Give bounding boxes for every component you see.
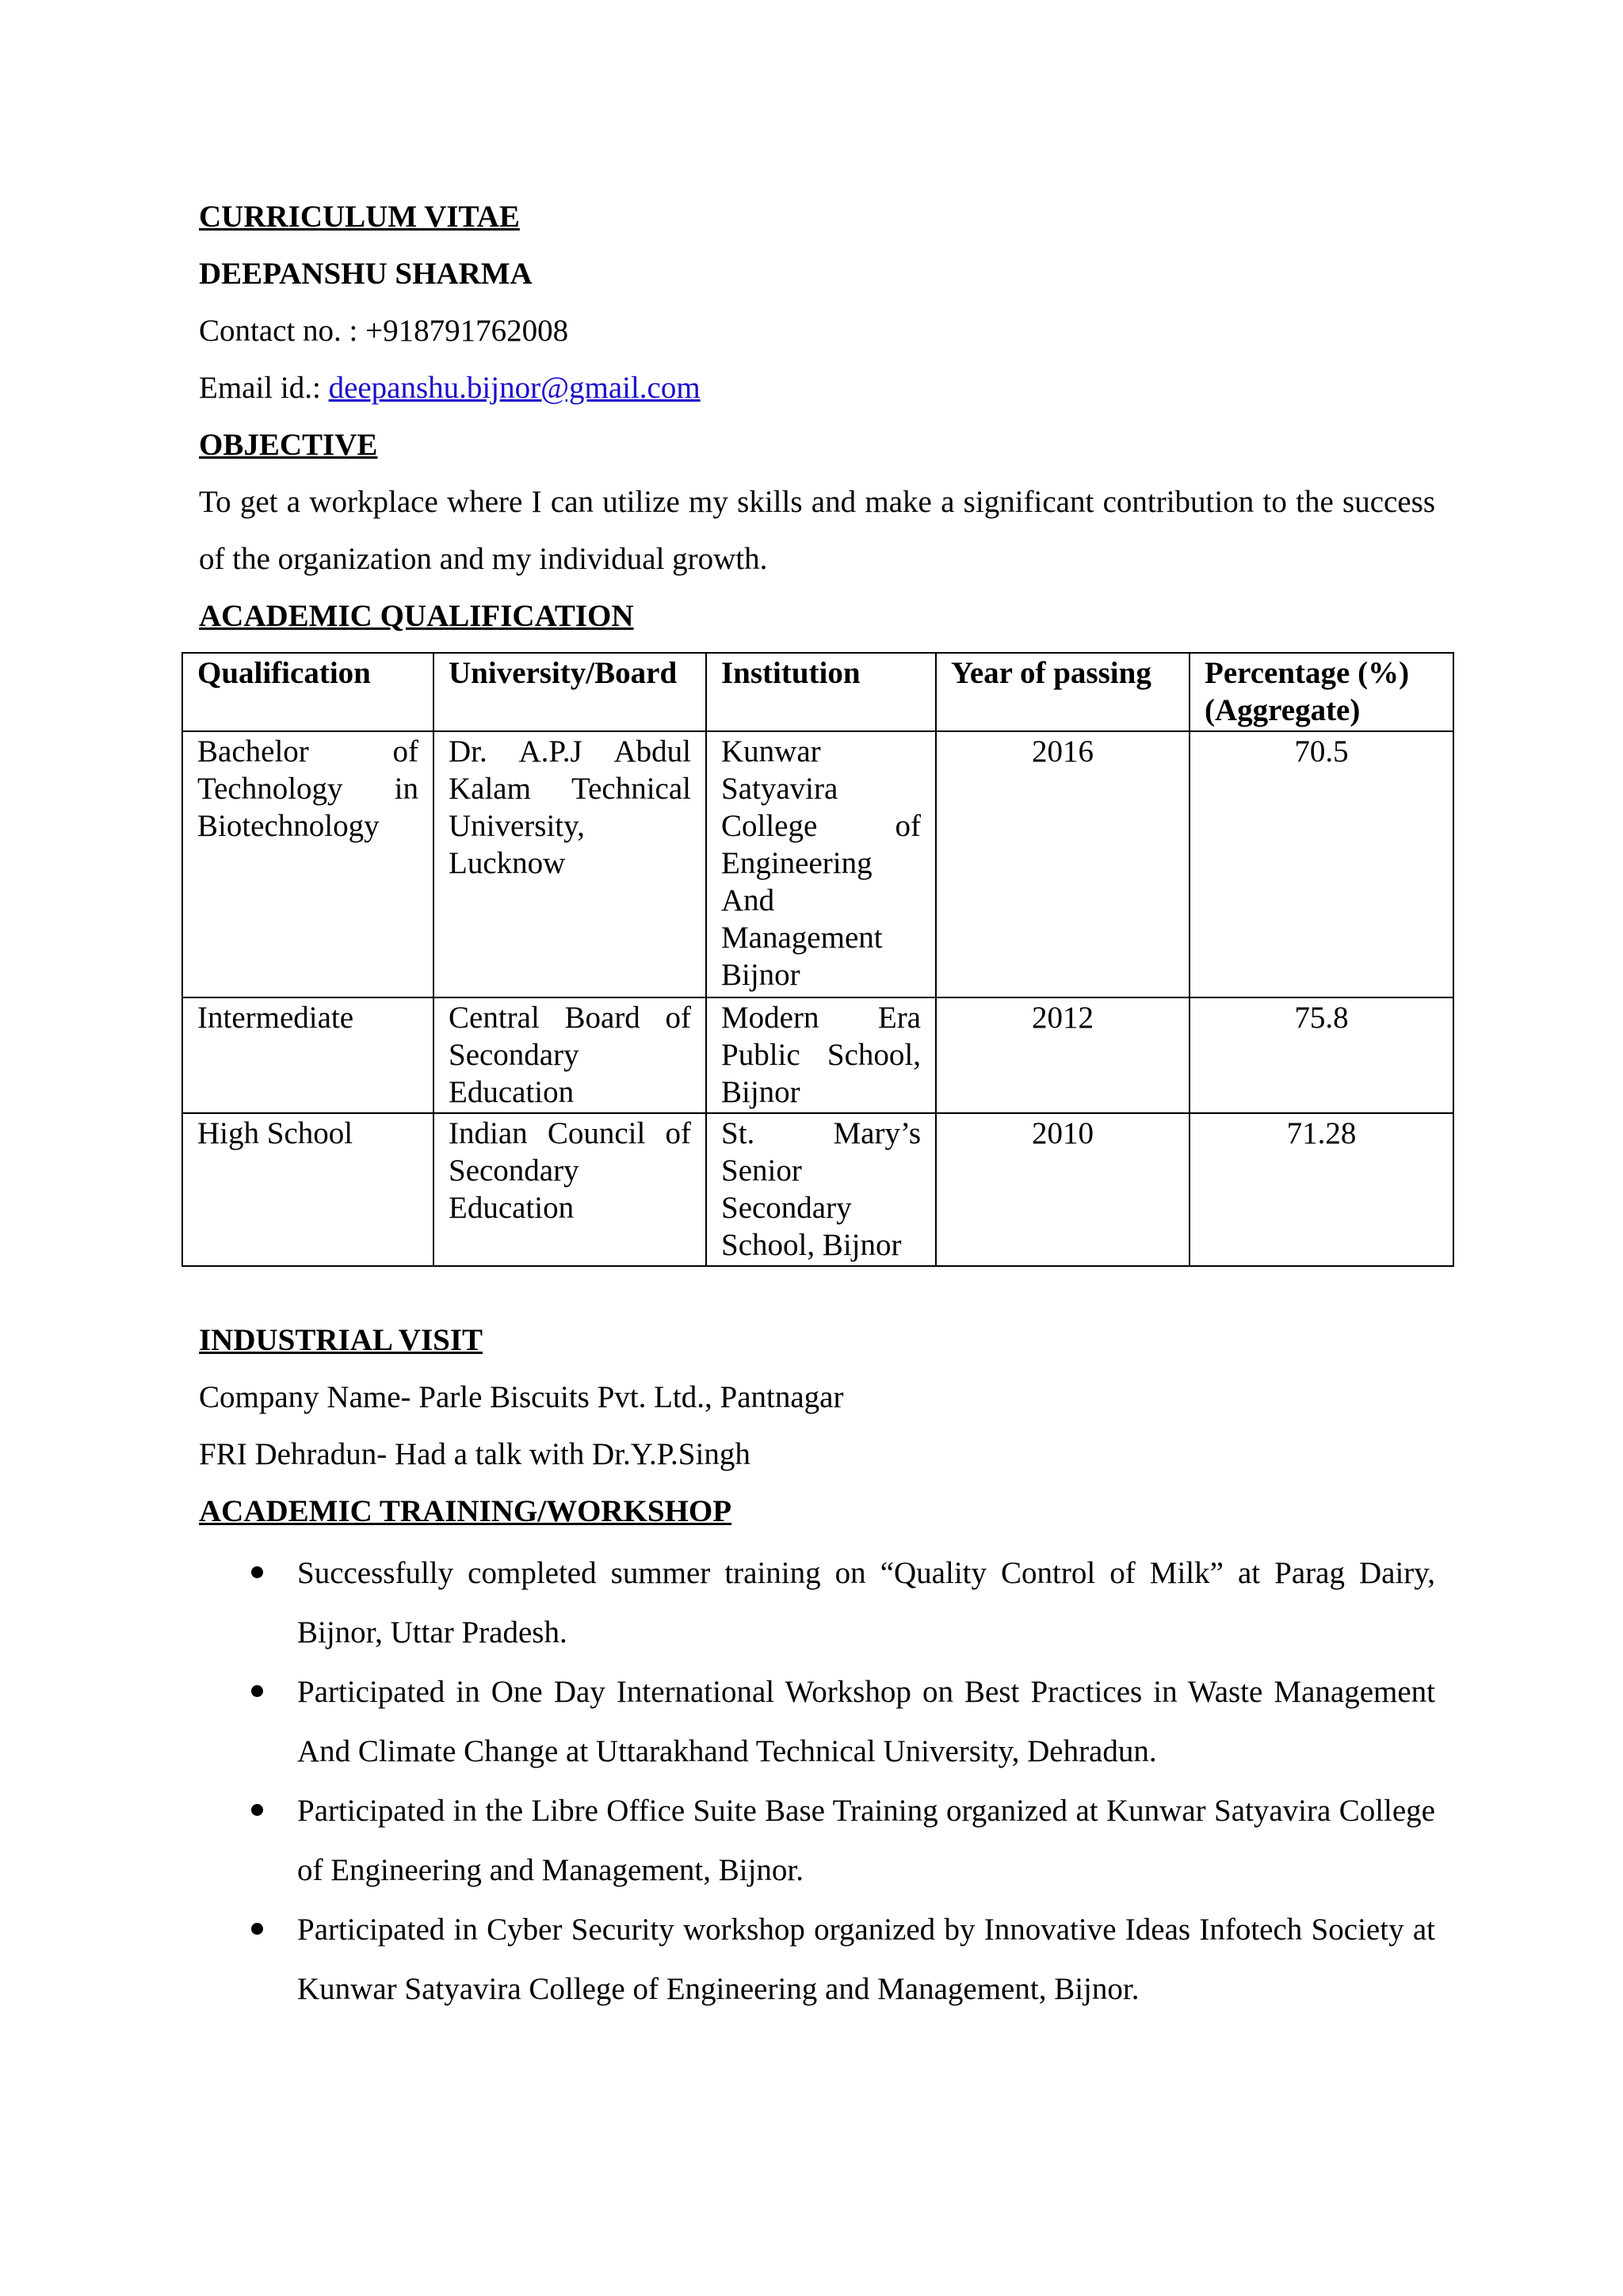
bullet-icon <box>251 1923 263 1935</box>
industrial-visit-heading: INDUSTRIAL VISIT <box>199 1323 483 1357</box>
email-link[interactable]: deepanshu.bijnor@gmail.com <box>328 371 701 405</box>
year-cell: 2010 <box>936 1113 1190 1266</box>
percentage-cell: 71.28 <box>1190 1113 1453 1266</box>
table-row <box>182 1113 1453 1266</box>
contact-line <box>199 303 568 360</box>
list-item <box>0 1662 1435 1781</box>
percentage-cell: 75.8 <box>1190 997 1453 1113</box>
board-cell: Indian Council of Secondary Education <box>433 1113 706 1266</box>
email-line <box>199 360 701 417</box>
qualification-cell: High School <box>182 1113 433 1266</box>
board-cell: Dr. A.P.J Abdul Kalam Technical University, Lucknow <box>433 731 706 997</box>
column-header: Institution <box>706 653 936 731</box>
training-list <box>0 1543 1623 2019</box>
contact-number: +918791762008 <box>365 314 569 348</box>
table-row <box>182 997 1453 1113</box>
qualification-cell: Intermediate <box>182 997 433 1113</box>
year-cell: 2016 <box>936 731 1190 997</box>
column-header: University/Board <box>433 653 706 731</box>
contact-label: Contact no. : <box>199 314 366 348</box>
institution-cell: St. Mary’s Senior Secondary School, Bijnor <box>706 1113 936 1266</box>
list-item <box>0 1781 1435 1900</box>
bullet-icon <box>251 1804 263 1816</box>
training-heading: ACADEMIC TRAINING/WORKSHOP <box>199 1494 732 1528</box>
training-item-text: Successfully completed summer training on “Quality Control of Milk” at Parag Dairy, Bijnor, Uttar Pradesh. <box>297 1556 1435 1650</box>
training-item-text: Participated in One Day International Workshop on Best Practices in Waste Management And Climate Change at Uttarakhand Technical University, Dehradun. <box>297 1675 1435 1768</box>
institution-cell: Modern Era Public School, Bijnor <box>706 997 936 1113</box>
industrial-visit-item: Company Name- Parle Biscuits Pvt. Ltd., Pantnagar <box>199 1380 844 1414</box>
bullet-icon <box>251 1685 263 1697</box>
objective-text: To get a workplace where I can utilize my skills and make a significant contribution to the success of the organization and my individual growth. <box>199 485 1435 576</box>
industrial-visit-item: FRI Dehradun- Had a talk with Dr.Y.P.Singh <box>199 1437 750 1471</box>
list-item <box>0 1543 1435 1662</box>
year-cell: 2012 <box>936 997 1190 1113</box>
academic-qualification-table <box>181 652 1454 1267</box>
objective-heading: OBJECTIVE <box>199 428 378 462</box>
bullet-icon <box>251 1566 263 1578</box>
training-item-text: Participated in the Libre Office Suite Base Training organized at Kunwar Satyavira College of Engineering and Management, Bijnor. <box>297 1794 1435 1887</box>
column-header: Percentage (%) (Aggregate) <box>1190 653 1453 731</box>
email-label: Email id.: <box>199 371 329 405</box>
table-row <box>182 731 1453 997</box>
academic-heading: ACADEMIC QUALIFICATION <box>199 599 634 633</box>
board-cell: Central Board of Secondary Education <box>433 997 706 1113</box>
column-header: Qualification <box>182 653 433 731</box>
column-header: Year of passing <box>936 653 1190 731</box>
candidate-name: DEEPANSHU SHARMA <box>199 257 533 291</box>
training-item-text: Participated in Cyber Security workshop organized by Innovative Ideas Infotech Society at Kunwar Satyavira College of Engineering and Management, Bijnor. <box>297 1913 1435 2006</box>
percentage-cell: 70.5 <box>1190 731 1453 997</box>
institution-cell: Kunwar Satyavira College of Engineering And Management Bijnor <box>706 731 936 997</box>
qualification-cell: Bachelor of Technology in Biotechnology <box>182 731 433 997</box>
list-item <box>0 1900 1435 2019</box>
table-header-row <box>182 653 1453 731</box>
cv-title: CURRICULUM VITAE <box>199 200 520 234</box>
